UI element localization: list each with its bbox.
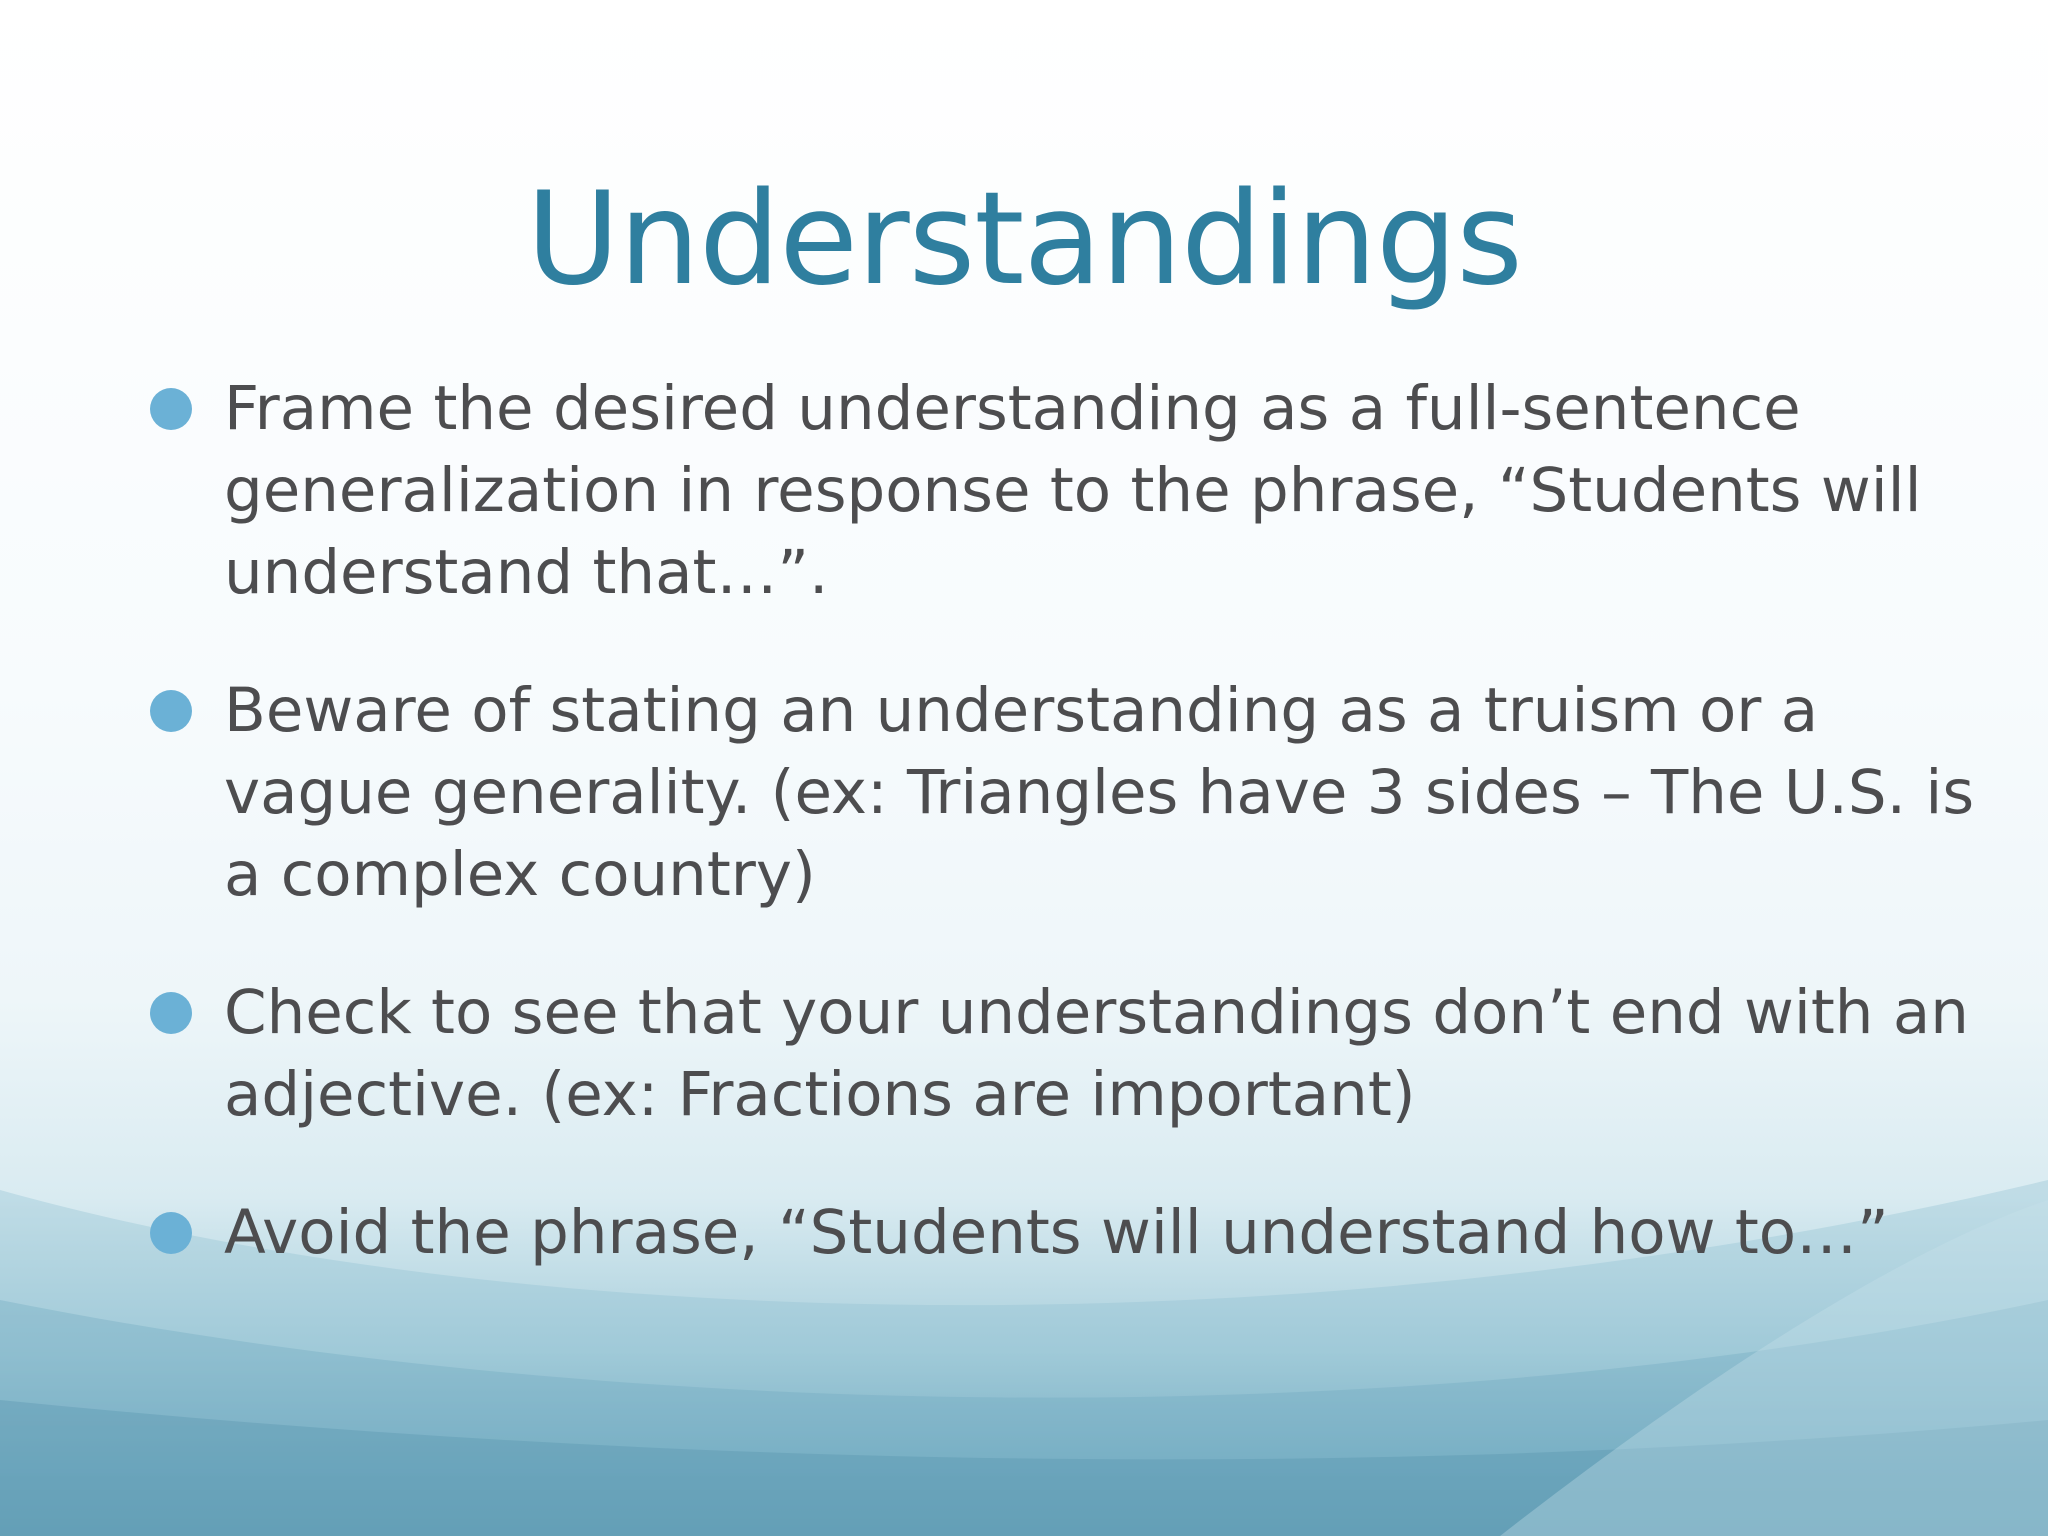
bullet-dot-icon bbox=[150, 1212, 192, 1254]
bullet-dot-icon bbox=[150, 690, 192, 732]
bullet-item bbox=[148, 670, 2008, 916]
bullet-text: Beware of stating an understanding as a truism or a vague generality. (ex: Triangles have 3 sides – The U.S. is a complex country) bbox=[224, 675, 1975, 910]
bullet-text: Avoid the phrase, “Students will understand how to…” bbox=[224, 1197, 1889, 1268]
bullet-item bbox=[148, 972, 2008, 1136]
bullet-item bbox=[148, 1192, 2008, 1274]
slide-title: Understandings bbox=[526, 165, 1522, 314]
bullet-dot-icon bbox=[150, 388, 192, 430]
bullet-text: Frame the desired understanding as a full-sentence generalization in response to the phrase, “Students will understand that…”. bbox=[224, 373, 1922, 608]
bullet-text: Check to see that your understandings don’t end with an adjective. (ex: Fractions are important) bbox=[224, 977, 1969, 1130]
bullet-list bbox=[148, 368, 2008, 1274]
bullet-item bbox=[148, 368, 2008, 614]
bullet-dot-icon bbox=[150, 992, 192, 1034]
